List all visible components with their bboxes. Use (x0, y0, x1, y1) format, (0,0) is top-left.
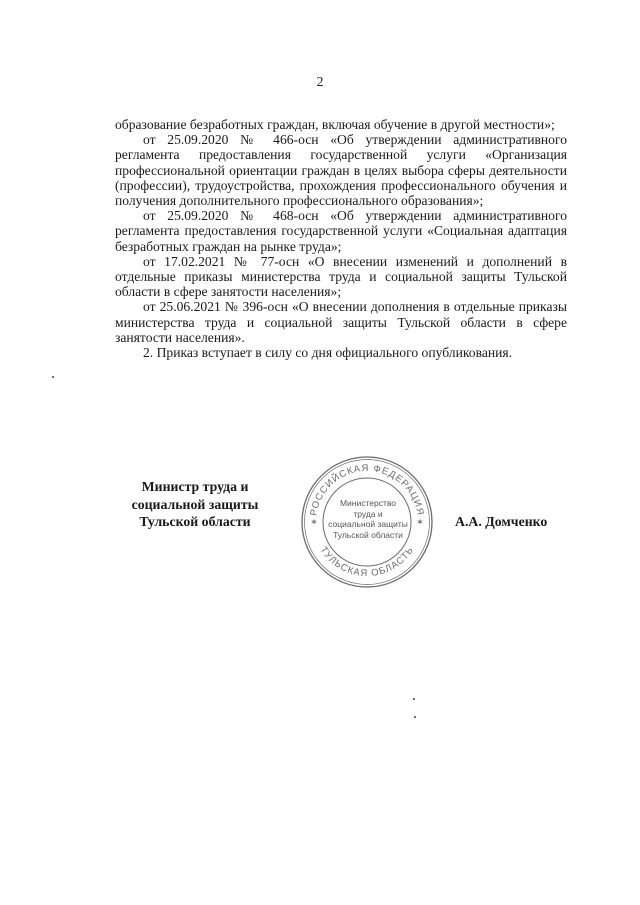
seal-star-icon: ✶ (416, 517, 424, 527)
scan-speck (414, 716, 416, 718)
paragraph-order-77: от 17.02.2021 № 77-осн «О внесении изменений и дополнений в отдельные приказы министерства труда и социальной защиты Тульской области в сфере занятости населения»; (115, 253, 567, 300)
scan-speck (413, 698, 415, 700)
paragraph-order-396: от 25.06.2021 № 396-осн «О внесении дополнения в отдельные приказы министерства труда и социальной защиты Тульской области в сфере занятости населения». (115, 299, 567, 345)
seal-star-icon: ✶ (310, 517, 318, 527)
signature-title-line: социальной защиты (131, 496, 259, 512)
signature-title (115, 478, 275, 531)
seal-ring-top-text: РОССИЙСКАЯ ФЕДЕРАЦИЯ (308, 462, 426, 517)
paragraph-order-468: от 25.09.2020 № 468-осн «Об утверждении административного регламента предоставления государственной услуги «Социальная адаптация безработных граждан на рынке труда»; (115, 208, 567, 254)
seal-center-line: труда и (353, 508, 383, 519)
paragraph-order-466: от 25.09.2020 № 466-осн «Об утверждении административного регламента предоставления государственной услуги «Организация профессиональной ориентации граждан в целях выбора сферы деятельности (профессии), трудоустройства, прохождения профессионального обучения и получения дополнительного профессионального образования»; (115, 132, 567, 209)
seal-center-line: социальной защиты (328, 519, 408, 530)
paragraph-effective-date: 2. Приказ вступает в силу со дня официального опубликования. (143, 345, 513, 361)
seal-center-line: Министерство (339, 498, 397, 508)
page-number: 2 (316, 74, 324, 89)
signature-title-line: Тульской области (139, 514, 251, 529)
scan-speck (52, 376, 54, 378)
seal-center-line: Тульской области (333, 529, 403, 540)
seal-ring-bottom-text: ТУЛЬСКАЯ ОБЛАСТЬ (317, 544, 417, 580)
document-body (115, 117, 567, 360)
signature-title-line: Министр труда и (141, 479, 249, 494)
paragraph-continuation: образование безработных граждан, включая обучение в другой местности»; (115, 117, 555, 132)
seal-center-text (320, 498, 416, 540)
signer-name: А.А. Домченко (455, 514, 548, 529)
